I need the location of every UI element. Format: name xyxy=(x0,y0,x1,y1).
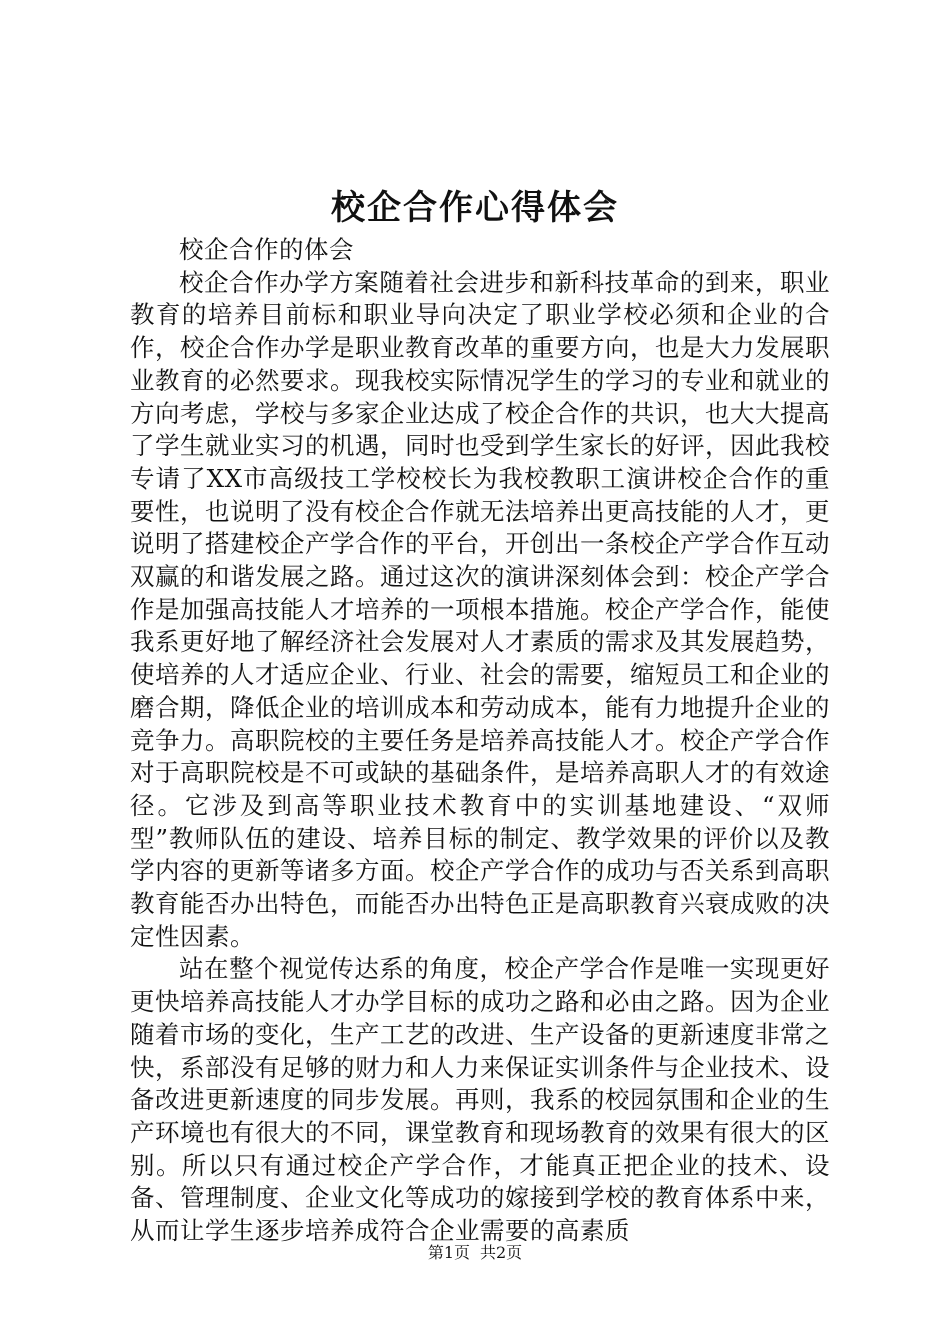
body-paragraph: 校企合作办学方案随着社会进步和新科技革命的到来，职业教育的培养目前标和职业导向决定了职业学校必须和企业的合作，校企合作办学是职业教育改革的重要方向，也是大力发展职业教育的必然要求。现我校实际情况学生的学习的专业和就业的方向考虑，学校与多家企业达成了校企合作的共识，也大大提高了学生就业实习的机遇，同时也受到学生家长的好评，因此我校专请了XX市高级技工学校校长为我校教职工演讲校企合作的重要性，也说明了没有校企合作就无法培养出更高技能的人才，更说明了搭建校企产学合作的平台，开创出一条校企产学合作互动双赢的和谐发展之路。通过这次的演讲深刻体会到：校企产学合作是加强高技能人才培养的一项根本措施。校企产学合作，能使我系更好地了解经济社会发展对人才素质的需求及其发展趋势，使培养的人才适应企业、行业、社会的需要，缩短员工和企业的磨合期，降低企业的培训成本和劳动成本，能有力地提升企业的竞争力。高职院校的主要任务是培养高技能人才。校企产学合作对于高职院校是不可或缺的基础条件，是培养高职人才的有效途径。它涉及到高等职业技术教育中的实训基地建设、“双师型”教师队伍的建设、培养目标的制定、教学效果的评价以及教学内容的更新等诸多方面。校企产学合作的成功与否关系到高职教育能否办出特色，而能否办出特色正是高职教育兴衰成败的决定性因素。 xyxy=(130,267,830,951)
document-body xyxy=(130,234,830,1248)
subtitle-paragraph: 校企合作的体会 xyxy=(179,235,354,264)
page-footer xyxy=(0,1242,950,1264)
page-number: 第1页 xyxy=(427,1243,470,1262)
body-paragraph: 站在整个视觉传达系的角度，校企产学合作是唯一实现更好更快培养高技能人才办学目标的成功之路和必由之路。因为企业随着市场的变化，生产工艺的改进、生产设备的更新速度非常之快，系部没有足够的财力和人力来保证实训条件与企业技术、设备改进更新速度的同步发展。再则，我系的校园氛围和企业的生产环境也有很大的不同，课堂教育和现场教育的效果有很大的区别。所以只有通过校企产学合作，才能真正把企业的技术、设备、管理制度、企业文化等成功的嫁接到学校的教育体系中来，从而让学生逐步培养成符合企业需要的高素质 xyxy=(130,954,830,1246)
document-title: 校企合作心得体会 xyxy=(331,188,619,228)
page-total: 共2页 xyxy=(480,1243,523,1262)
